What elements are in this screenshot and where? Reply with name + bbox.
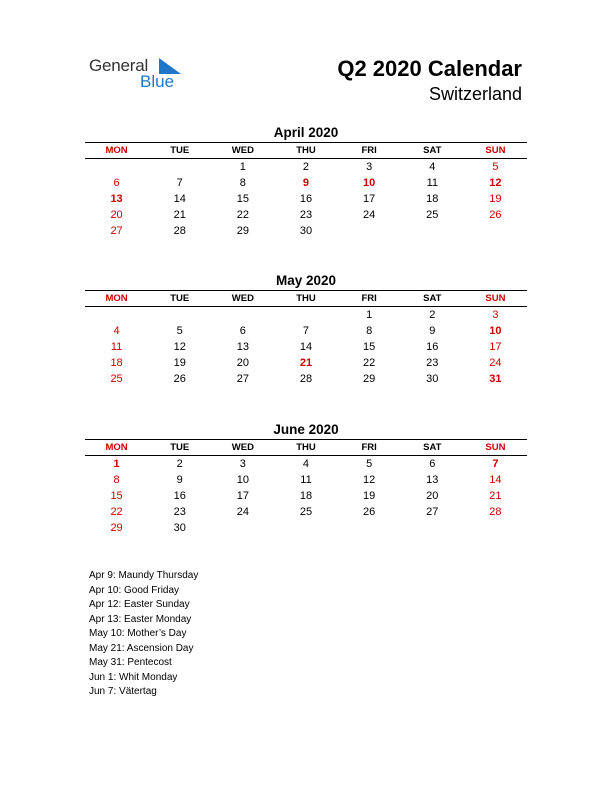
day-cell: 21 <box>299 357 313 369</box>
day-cell: 6 <box>429 458 436 470</box>
day-cell: 12 <box>173 341 186 353</box>
day-cell: 26 <box>173 373 186 385</box>
holiday-item: Apr 9: Maundy Thursday <box>89 570 199 581</box>
day-cell: 25 <box>299 506 313 518</box>
day-cell: 10 <box>363 177 376 189</box>
day-cell: 26 <box>489 209 502 221</box>
empty-cell <box>464 223 527 239</box>
weekday-fri: FRI <box>361 145 377 156</box>
day-cell: 13 <box>426 474 439 486</box>
weekday-mon: MON <box>105 293 128 304</box>
day-cell: 18 <box>110 357 123 369</box>
day-cell: 12 <box>363 474 376 486</box>
day-cell: 11 <box>300 474 312 486</box>
day-cell: 25 <box>426 209 439 221</box>
weekday-mon: MON <box>105 145 128 156</box>
month-may <box>85 272 527 387</box>
weekday-wed: WED <box>231 442 254 453</box>
month-april <box>85 124 527 239</box>
day-cell: 8 <box>366 325 373 337</box>
day-cell: 3 <box>239 458 246 470</box>
day-cell: 28 <box>489 506 502 518</box>
weekday-fri: FRI <box>361 293 377 304</box>
day-cell: 18 <box>299 490 313 502</box>
day-cell: 20 <box>110 209 123 221</box>
day-cell: 18 <box>426 193 439 205</box>
weekday-sun: SUN <box>485 293 506 304</box>
day-cell: 17 <box>363 193 376 205</box>
day-grid <box>85 307 527 387</box>
weekday-wed: WED <box>231 293 254 304</box>
day-cell: 23 <box>426 357 439 369</box>
empty-cell <box>401 223 464 239</box>
page-subtitle: Switzerland <box>428 84 522 104</box>
empty-cell <box>211 520 274 536</box>
empty-cell <box>274 307 337 323</box>
day-cell: 6 <box>113 177 120 189</box>
weekday-thu: THU <box>296 442 316 453</box>
day-cell: 4 <box>429 161 436 173</box>
day-cell: 2 <box>176 458 183 470</box>
day-cell: 9 <box>429 325 436 337</box>
day-cell: 1 <box>113 458 120 470</box>
day-cell: 22 <box>110 506 123 518</box>
month-title: April 2020 <box>273 125 339 140</box>
day-cell: 8 <box>239 177 246 189</box>
day-cell: 29 <box>110 522 123 534</box>
holiday-item: May 31: Pentecost <box>89 657 172 668</box>
day-cell: 1 <box>366 309 373 321</box>
day-cell: 15 <box>236 193 249 205</box>
day-cell: 27 <box>426 506 439 518</box>
weekday-fri: FRI <box>361 442 377 453</box>
weekday-wed: WED <box>231 145 254 156</box>
day-cell: 28 <box>299 373 313 385</box>
day-cell: 29 <box>363 373 376 385</box>
weekday-sun: SUN <box>485 442 506 453</box>
day-cell: 4 <box>113 325 120 337</box>
day-cell: 5 <box>176 325 183 337</box>
day-cell: 16 <box>299 193 313 205</box>
holiday-item: Apr 12: Easter Sunday <box>89 599 190 610</box>
holiday-item: May 21: Ascension Day <box>89 642 194 654</box>
month-title: June 2020 <box>273 422 339 437</box>
day-cell: 23 <box>299 209 313 221</box>
day-cell: 16 <box>173 490 186 502</box>
month-june <box>85 421 527 536</box>
empty-cell <box>148 307 211 323</box>
day-cell: 29 <box>236 225 249 237</box>
day-cell: 30 <box>426 373 439 385</box>
holiday-item: Jun 1: Whit Monday <box>89 671 178 683</box>
weekday-sat: SAT <box>423 293 442 304</box>
logo-text-blue: Blue <box>140 72 175 91</box>
day-grid <box>85 456 527 536</box>
day-cell: 24 <box>363 209 376 221</box>
day-cell: 16 <box>426 341 439 353</box>
day-cell: 3 <box>492 309 499 321</box>
holiday-list <box>89 569 198 700</box>
day-cell: 25 <box>110 373 123 385</box>
day-cell: 9 <box>176 474 183 486</box>
day-cell: 14 <box>173 193 186 205</box>
weekday-thu: THU <box>296 293 316 304</box>
day-cell: 1 <box>239 161 246 173</box>
day-cell: 7 <box>176 177 183 189</box>
day-cell: 21 <box>173 209 186 221</box>
day-cell: 10 <box>489 325 502 337</box>
weekday-tue: TUE <box>170 145 190 156</box>
weekday-tue: TUE <box>170 293 190 304</box>
day-cell: 2 <box>302 161 310 173</box>
day-cell: 14 <box>299 341 313 353</box>
day-cell: 22 <box>363 357 376 369</box>
day-cell: 5 <box>366 458 373 470</box>
weekday-header <box>85 290 527 307</box>
empty-cell <box>338 223 401 239</box>
day-cell: 4 <box>302 458 310 470</box>
day-cell: 19 <box>489 193 502 205</box>
logo <box>89 56 189 92</box>
weekday-sat: SAT <box>423 442 442 453</box>
empty-cell <box>464 520 527 536</box>
day-cell: 27 <box>236 373 249 385</box>
day-cell: 28 <box>173 225 186 237</box>
day-cell: 31 <box>489 373 502 385</box>
weekday-mon: MON <box>105 442 128 453</box>
day-cell: 20 <box>236 357 249 369</box>
day-cell: 30 <box>299 225 313 237</box>
holiday-item: Apr 10: Good Friday <box>89 584 180 596</box>
day-grid <box>85 159 527 239</box>
holiday-item: Apr 13: Easter Monday <box>89 613 192 625</box>
day-cell: 19 <box>363 490 376 502</box>
day-cell: 21 <box>489 490 502 502</box>
day-cell: 22 <box>236 209 249 221</box>
day-cell: 12 <box>489 177 502 189</box>
day-cell: 27 <box>110 225 123 237</box>
day-cell: 13 <box>236 341 249 353</box>
day-cell: 9 <box>302 177 310 189</box>
day-cell: 24 <box>236 506 249 518</box>
day-cell: 8 <box>113 474 120 486</box>
day-cell: 14 <box>489 474 502 486</box>
day-cell: 13 <box>110 193 123 205</box>
day-cell: 10 <box>236 474 249 486</box>
weekday-sat: SAT <box>423 145 442 156</box>
day-cell: 26 <box>363 506 376 518</box>
empty-cell <box>85 307 148 323</box>
empty-cell <box>401 520 464 536</box>
weekday-thu: THU <box>296 145 316 156</box>
weekday-header <box>85 142 527 159</box>
weekday-tue: TUE <box>170 442 190 453</box>
day-cell: 17 <box>489 341 502 353</box>
day-cell: 3 <box>366 161 373 173</box>
day-cell: 7 <box>492 458 499 470</box>
holiday-item: May 10: Mother’s Day <box>89 628 187 639</box>
day-cell: 24 <box>489 357 502 369</box>
day-cell: 23 <box>173 506 186 518</box>
holiday-item: Jun 7: Vätertag <box>89 686 157 697</box>
day-cell: 17 <box>236 490 249 502</box>
day-cell: 30 <box>173 522 186 534</box>
day-cell: 11 <box>426 177 438 189</box>
page-title: Q2 2020 Calendar <box>337 56 522 81</box>
day-cell: 6 <box>239 325 246 337</box>
day-cell: 7 <box>302 325 310 337</box>
empty-cell <box>85 159 148 175</box>
empty-cell <box>338 520 401 536</box>
logo-text-general: General <box>89 56 149 75</box>
empty-cell <box>211 307 274 323</box>
day-cell: 15 <box>363 341 376 353</box>
weekday-header <box>85 439 527 456</box>
empty-cell <box>148 159 211 175</box>
day-cell: 2 <box>429 309 436 321</box>
weekday-sun: SUN <box>485 145 506 156</box>
day-cell: 20 <box>426 490 439 502</box>
month-title: May 2020 <box>275 273 337 288</box>
day-cell: 5 <box>492 161 499 173</box>
day-cell: 19 <box>173 357 186 369</box>
empty-cell <box>274 520 337 536</box>
day-cell: 11 <box>110 341 123 353</box>
day-cell: 15 <box>110 490 123 502</box>
